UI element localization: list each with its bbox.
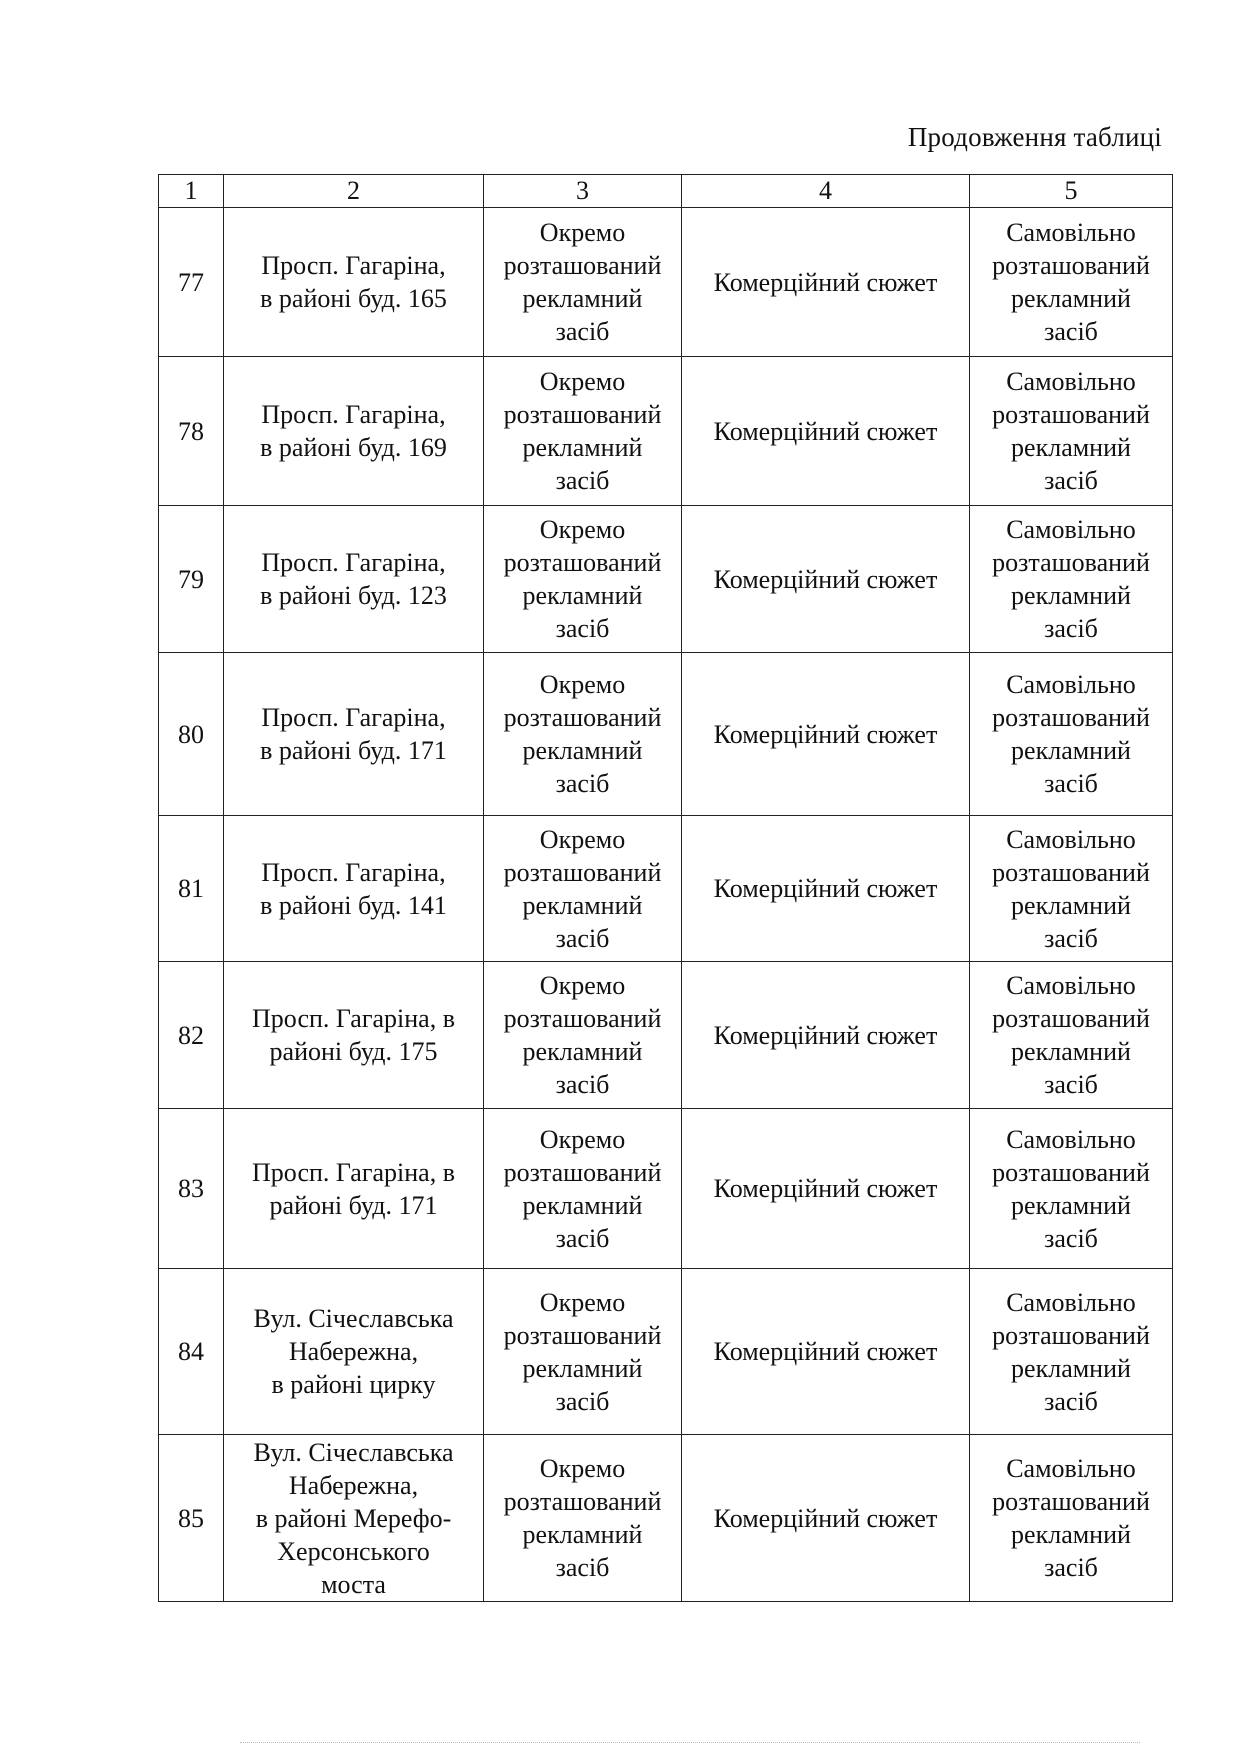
content-cell [682,208,970,357]
content-cell [682,1435,970,1602]
status-cell [970,816,1173,962]
table-row [159,1435,1173,1602]
status-cell [970,1435,1173,1602]
type-text: Окремо розташований рекламний засіб [503,1454,662,1582]
status-text: Самовільно розташований рекламний засіб [992,367,1150,495]
status-cell [970,1269,1173,1435]
row-number: 77 [159,208,224,357]
content-cell [682,357,970,506]
content-text: Комерційний сюжет [713,1503,938,1533]
content-cell [682,962,970,1109]
table-row [159,816,1173,962]
row-number: 78 [159,357,224,506]
content-text: Комерційний сюжет [713,1337,938,1366]
status-text: Самовільно розташований рекламний засіб [992,824,1150,953]
address-cell [224,506,484,653]
content-text: Комерційний сюжет [713,1020,938,1050]
status-text: Самовільно розташований рекламний засіб [992,1287,1150,1416]
row-number: 80 [159,653,224,816]
advertising-register-table [158,174,1173,1602]
content-cell [682,1109,970,1269]
row-number: 83 [159,1109,224,1269]
column-number-4: 4 [682,175,970,208]
status-text: Самовільно розташований рекламний засіб [992,670,1150,798]
address-cell [224,653,484,816]
type-text: Окремо розташований рекламний засіб [503,1124,662,1253]
table-row [159,208,1173,357]
type-text: Окремо розташований рекламний засіб [503,367,662,495]
table-row [159,506,1173,653]
type-text: Окремо розташований рекламний засіб [503,971,662,1099]
status-cell [970,506,1173,653]
content-text: Комерційний сюжет [713,1174,938,1203]
address-text: Просп. Гагаріна, в районі буд. 175 [252,1004,455,1066]
type-text: Окремо розташований рекламний засіб [503,670,662,798]
row-number: 84 [159,1269,224,1435]
status-cell [970,208,1173,357]
type-cell [484,1435,682,1602]
address-text: Просп. Гагаріна, в районі буд. 171 [252,1157,455,1220]
row-number: 85 [159,1435,224,1602]
column-number-2: 2 [224,175,484,208]
column-number-1: 1 [159,175,224,208]
address-text: Просп. Гагаріна, в районі буд. 171 [260,703,447,765]
status-text: Самовільно розташований рекламний засіб [992,1454,1150,1582]
type-cell [484,962,682,1109]
address-text: Вул. Січеславська Набережна, в районі Мерефо- Херсонського моста [253,1437,454,1599]
table-row [159,962,1173,1109]
row-number: 79 [159,506,224,653]
type-cell [484,208,682,357]
address-cell [224,962,484,1109]
type-text: Окремо розташований рекламний засіб [503,515,662,643]
row-number: 81 [159,816,224,962]
type-cell [484,1269,682,1435]
column-number-row [159,175,1173,208]
type-cell [484,653,682,816]
row-number: 82 [159,962,224,1109]
status-cell [970,357,1173,506]
status-text: Самовільно розташований рекламний засіб [992,218,1150,346]
type-cell [484,1109,682,1269]
status-cell [970,962,1173,1109]
content-cell [682,1269,970,1435]
address-cell [224,357,484,506]
content-cell [682,506,970,653]
address-text: Просп. Гагаріна, в районі буд. 141 [260,857,447,920]
content-text: Комерційний сюжет [713,719,938,749]
column-number-5: 5 [970,175,1173,208]
address-text: Просп. Гагаріна, в районі буд. 169 [260,400,447,462]
content-text: Комерційний сюжет [713,874,938,903]
scan-artifact-line [240,1742,1140,1745]
table-row [159,653,1173,816]
type-cell [484,506,682,653]
status-text: Самовільно розташований рекламний засіб [992,515,1150,643]
type-text: Окремо розташований рекламний засіб [503,218,662,346]
status-cell [970,1109,1173,1269]
type-cell [484,816,682,962]
address-text: Вул. Січеславська Набережна, в районі цирку [253,1304,454,1399]
content-cell [682,816,970,962]
column-number-3: 3 [484,175,682,208]
address-cell [224,1435,484,1602]
type-cell [484,357,682,506]
address-cell [224,1269,484,1435]
status-text: Самовільно розташований рекламний засіб [992,971,1150,1099]
table-row [159,1109,1173,1269]
content-text: Комерційний сюжет [713,564,938,594]
continuation-label: Продовження таблиці [907,122,1162,152]
content-text: Комерційний сюжет [713,416,938,446]
type-text: Окремо розташований рекламний засіб [503,1287,662,1416]
table-row [159,1269,1173,1435]
address-text: Просп. Гагаріна, в районі буд. 165 [260,251,447,313]
type-text: Окремо розташований рекламний засіб [503,824,662,953]
table-row [159,357,1173,506]
status-cell [970,653,1173,816]
address-text: Просп. Гагаріна, в районі буд. 123 [260,548,447,610]
address-cell [224,1109,484,1269]
address-cell [224,208,484,357]
address-cell [224,816,484,962]
status-text: Самовільно розташований рекламний засіб [992,1124,1150,1253]
content-text: Комерційний сюжет [713,267,938,297]
content-cell [682,653,970,816]
